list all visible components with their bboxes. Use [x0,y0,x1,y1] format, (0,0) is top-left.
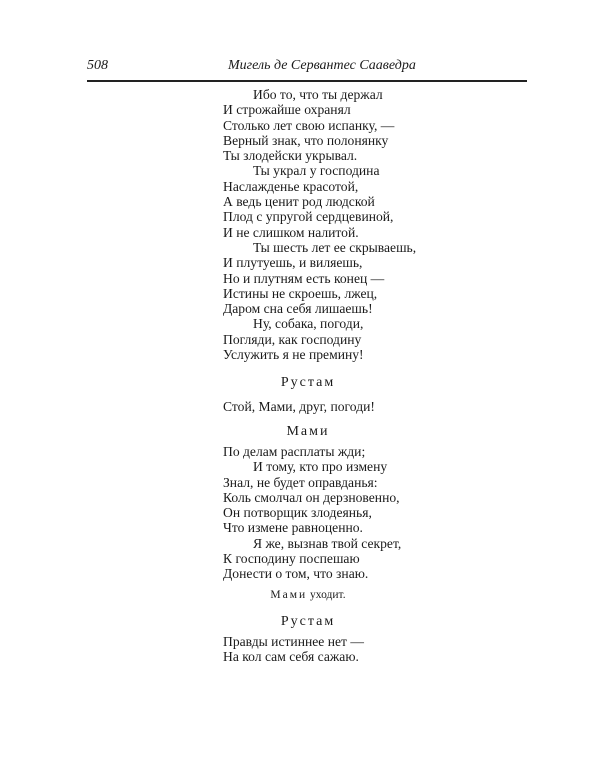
verse-line: Знал, не будет оправданья: [223,474,378,490]
verse-line: И строжайше охранял [223,102,351,118]
verse-line: Столько лет свою испанку, — [223,117,395,133]
verse-line: Погляди, как господину [223,331,362,347]
verse-line: Плод с упругой сердцевиной, [223,209,394,225]
speaker-name: Рустам [280,375,336,390]
verse-line: Донести о том, что знаю. [223,566,369,582]
verse-line: Истины не скроешь, лжец, [223,285,378,301]
verse-line: Ты шесть лет ее скрываешь, [253,239,417,255]
stage-direction [223,589,393,601]
stage-direction-name: Мами [270,589,308,601]
speaker-name: Мами [286,424,330,439]
header-rule [87,80,527,82]
verse-line: Ты украл у господина [253,163,380,179]
stage-direction-action: уходит. [310,589,346,601]
verse-line: А ведь ценит род людской [223,194,375,210]
verse-block [223,87,416,362]
verse-block [223,399,375,414]
verse-line: И тому, кто про измену [253,459,388,475]
verse-block [223,634,364,665]
verse-line: Услужить я не премину! [223,347,364,363]
verse-line: По делам расплаты жди; [223,444,366,459]
verse-line: Ты злодейски укрывал. [223,148,358,164]
verse-line: Стой, Мами, друг, погоди! [223,399,375,414]
verse-line: Ну, собака, погоди, [253,316,364,332]
verse-line: К господину поспешаю [223,551,360,567]
verse-line: И не слишком налитой. [223,224,359,240]
verse-line: Коль смолчал он дерзновенно, [223,489,400,505]
verse-line: Я же, вызнав твой секрет, [253,535,402,551]
verse-line: Что измене равноценно. [223,520,363,536]
verse-line: Он потворщик злодеянья, [223,505,372,521]
verse-line: Даром сна себя лишаешь! [223,301,373,317]
verse-line: На кол сам себя сажаю. [223,649,359,665]
verse-line: И плутуешь, и виляешь, [223,255,363,271]
verse-block [223,444,401,582]
page-number: 508 [87,58,108,73]
running-title: Мигель де Сервантес Сааведра [228,58,416,73]
verse-line: Но и плутням есть конец — [223,270,385,286]
verse-line: Правды истиннее нет — [223,634,364,649]
verse-line: Ибо то, что ты держал [253,87,383,102]
verse-line: Наслажденье красотой, [223,178,359,194]
speaker-name: Рустам [280,614,336,629]
verse-line: Верный знак, что полонянку [223,132,389,148]
